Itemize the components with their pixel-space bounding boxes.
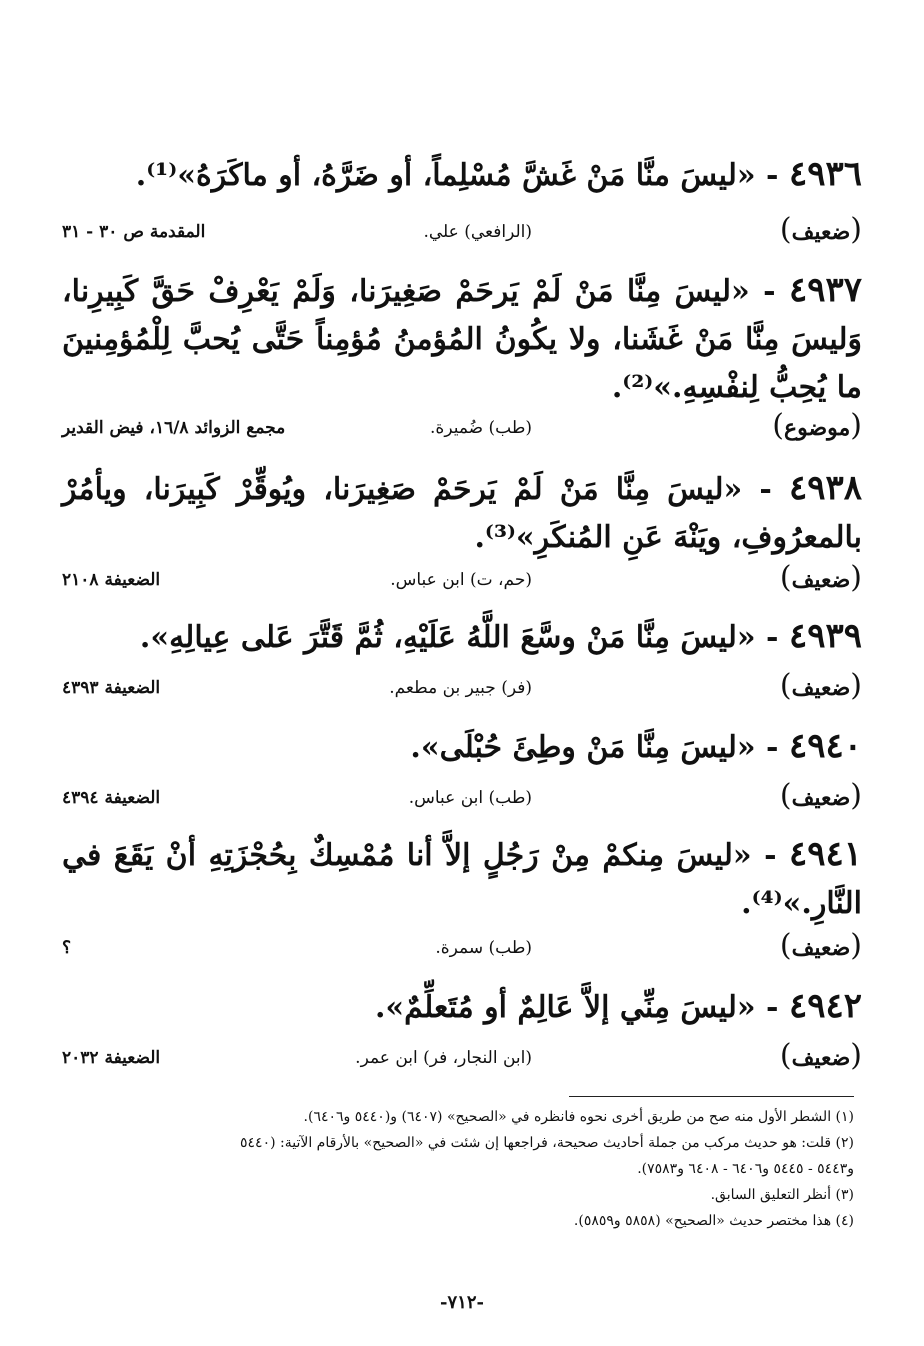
hadith-entry-4942	[62, 982, 862, 1032]
reference-text: الضعيفة ٢٠٣٢	[62, 1048, 161, 1068]
hadith-entry-4937	[62, 266, 862, 412]
hadith-text: - «ليسَ مِنَّا مَنْ لَمْ يَرحَمْ صَغِيرَنا، وَلَمْ يَعْرِفْ حَقَّ كَبِيرِنا، وَليسَ مِنَّا مَنْ غَشَنا، ولا يكُونُ المُؤمنُ مُؤمِناً حَتَّى يُحبَّ لِلْمُؤمِنينَ ما يُحِبُّ لِنفْسِهِ.»⁽²⁾.	[62, 274, 862, 405]
reference-text: مجمع الزوائد ١٦/٨، فيض القدير	[62, 418, 286, 438]
source-text: (طب) ابن عباس.	[408, 788, 532, 808]
source-text: (طب) سمرة.	[435, 938, 532, 958]
grade-label: ( ضعيف )	[780, 668, 862, 703]
source-text: (الرافعي) علي.	[423, 222, 532, 242]
footnote-divider	[569, 1096, 854, 1097]
grade-label: ( ضعيف )	[780, 1038, 862, 1073]
grade-label: ( ضعيف )	[780, 212, 862, 247]
hadith-text: - «ليسَ مِنَّا مَنْ لَمْ يَرحَمْ صَغِيرَنا، ويُوقِّرْ كَبِيرَنا، ويأمُرْ بالمعرُوفِ، ويَنْهَ عَنِ المُنكَرِ»⁽³⁾.	[62, 472, 862, 555]
hadith-text: - «ليسَ منَّا مَنْ غَشَّ مُسْلِماً، أو ضَرَّهُ، أو ماكَرَهُ»⁽¹⁾.	[135, 158, 789, 193]
hadith-text: - «ليسَ مِنكمْ مِنْ رَجُلٍ إلاَّ أنا مُمْسِكٌ بِحُجْزَتِهِ أنْ يَقَعَ في النَّارِ.»⁽⁴⁾.	[62, 838, 862, 921]
grade-label: ( ضعيف )	[780, 560, 862, 595]
source-text: (طب) ضُميرة.	[430, 418, 532, 438]
hadith-number: ٤٩٤٢	[788, 986, 862, 1026]
source-text: (فر) جبير بن مطعم.	[389, 678, 532, 698]
hadith-number: ٤٩٣٧	[788, 270, 862, 310]
hadith-text: - «ليسَ مِنِّي إلاَّ عَالِمٌ أو مُتَعلِّمٌ».	[374, 990, 789, 1025]
grade-label: ( ضعيف )	[780, 778, 862, 813]
hadith-number: ٤٩٣٨	[788, 468, 862, 508]
hadith-entry-4936	[62, 150, 862, 200]
reference-text: المقدمة ص ٣٠ - ٣١	[62, 222, 206, 242]
grade-row-4936	[62, 210, 862, 250]
hadith-number: ٤٩٣٩	[788, 616, 862, 656]
hadith-entry-4939	[62, 612, 862, 662]
hadith-text: - «ليسَ مِنَّا مَنْ وسَّعَ اللَّهُ عَلَيْهِ، ثُمَّ قَتَّرَ عَلى عِيالِهِ».	[139, 620, 789, 655]
grade-row-4938	[62, 558, 862, 598]
grade-row-4939	[62, 666, 862, 706]
hadith-number: ٤٩٤٠	[788, 726, 862, 766]
grade-row-4941	[62, 926, 862, 966]
reference-text: الضعيفة ٤٣٩٤	[62, 788, 161, 808]
reference-text: الضعيفة ٤٣٩٣	[62, 678, 161, 698]
grade-row-4942	[62, 1036, 862, 1076]
footnote-4: (٤) هذا مختصر حديث «الصحيح» (٥٨٥٨ و٥٨٥٩).	[573, 1213, 854, 1229]
hadith-number: ٤٩٤١	[788, 834, 862, 874]
reference-text: الضعيفة ٢١٠٨	[62, 570, 161, 590]
reference-text: ؟	[62, 938, 72, 958]
hadith-entry-4941	[62, 830, 862, 928]
footnote-3: (٣) أنظر التعليق السابق.	[710, 1187, 854, 1203]
source-text: (حم، ت) ابن عباس.	[390, 570, 532, 590]
page-number: -٧١٢-	[440, 1292, 484, 1313]
grade-row-4940	[62, 776, 862, 816]
hadith-entry-4938	[62, 464, 862, 562]
footnote-2-continued: و٥٤٤٣ - ٥٤٤٥ و٦٤٠٦ - ٦٤٠٨ و٧٥٨٣).	[637, 1161, 854, 1177]
source-text: (ابن النجار، فر) ابن عمر.	[355, 1048, 532, 1068]
hadith-entry-4940	[62, 722, 862, 772]
grade-row-4937	[62, 406, 862, 446]
grade-label: ( ضعيف )	[780, 928, 862, 963]
footnote-2: (٢) قلت: هو حديث مركب من جملة أحاديث صحيحة، فراجعها إن شئت في «الصحيح» بالأرقام الآتية: (٥٤٤٠	[240, 1135, 854, 1151]
footnotes	[74, 1104, 854, 1234]
grade-label: ( موضوع )	[772, 408, 862, 443]
hadith-number: ٤٩٣٦	[788, 154, 862, 194]
hadith-text: - «ليسَ مِنَّا مَنْ وطِئَ حُبْلَى».	[410, 730, 789, 765]
footnote-1: (١) الشطر الأول منه صح من طريق أخرى نحوه فانظره في «الصحيح» (٦٤٠٧) و(٥٤٤٠ و٦٤٠٦).	[303, 1109, 854, 1125]
